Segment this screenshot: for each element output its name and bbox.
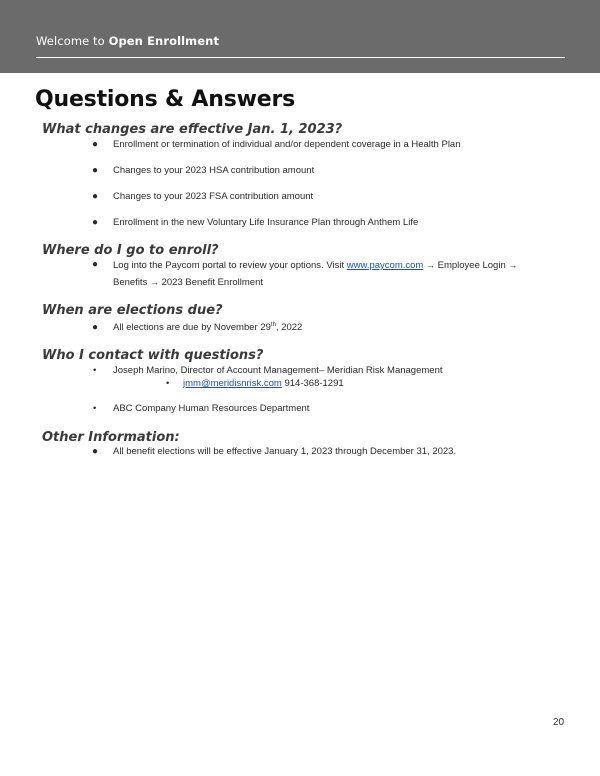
- enroll-step-login: Employee Login: [437, 260, 506, 271]
- bullet-icon: •: [166, 378, 170, 389]
- arrow-right-icon: →: [508, 260, 518, 270]
- due-date-text: All elections are due by November 29: [113, 322, 271, 333]
- contact-phone: 914-368-1291: [284, 378, 344, 389]
- due-year-text: , 2022: [275, 322, 303, 333]
- bullet-icon: •: [93, 365, 97, 376]
- list-item-text: Enrollment or termination of individual and/or dependent coverage in a Health Plan: [113, 139, 461, 150]
- bullet-icon: ●: [92, 217, 99, 228]
- banner-title: [36, 34, 219, 48]
- bullet-icon: ●: [92, 165, 99, 176]
- page-number: 20: [553, 717, 565, 728]
- bullet-icon: ●: [92, 446, 99, 457]
- banner-welcome: Welcome to: [36, 34, 105, 48]
- contact-email-link[interactable]: jmm@meridisnrisk.com: [183, 378, 282, 389]
- banner-divider: [36, 57, 565, 58]
- bullet-icon: ●: [92, 139, 99, 150]
- enroll-step-benefits: Benefits: [113, 277, 148, 288]
- list-item-text: Enrollment in the new Voluntary Life Insurance Plan through Anthem Life: [113, 217, 419, 228]
- question-contact: Who I contact with questions?: [42, 348, 264, 363]
- ordinal-suffix: th: [270, 321, 276, 328]
- question-due: When are elections due?: [42, 303, 223, 318]
- page-title: Questions & Answers: [35, 87, 295, 112]
- enroll-step-enrollment: 2023 Benefit Enrollment: [161, 277, 264, 288]
- banner-program: Open Enrollment: [108, 34, 220, 48]
- enroll-instructions: Log into the Paycom portal to review your options. Visit: [113, 260, 345, 271]
- bullet-icon: •: [93, 403, 97, 414]
- question-changes: What changes are effective Jan. 1, 2023?: [42, 122, 343, 137]
- contact-department: ABC Company Human Resources Department: [113, 403, 310, 414]
- list-item-text: Changes to your 2023 HSA contribution amount: [113, 165, 315, 176]
- contact-line: [183, 378, 344, 389]
- arrow-right-icon: →: [149, 277, 159, 287]
- question-other: Other Information:: [42, 430, 180, 445]
- arrow-right-icon: →: [425, 260, 435, 270]
- list-item-text: Changes to your 2023 FSA contribution amount: [113, 191, 314, 202]
- question-enroll: Where do I go to enroll?: [42, 243, 219, 258]
- bullet-icon: ●: [92, 259, 99, 270]
- list-item-text: [113, 257, 553, 291]
- header-banner: [0, 0, 600, 73]
- list-item-text: [113, 320, 553, 336]
- paycom-link[interactable]: www.paycom.com: [346, 260, 424, 271]
- list-item-text: All benefit elections will be effective January 1, 2023 through December 31, 2023.: [113, 446, 457, 457]
- bullet-icon: ●: [92, 191, 99, 202]
- contact-person: Joseph Marino, Director of Account Management– Meridian Risk Management: [113, 365, 443, 376]
- bullet-icon: ●: [92, 322, 99, 333]
